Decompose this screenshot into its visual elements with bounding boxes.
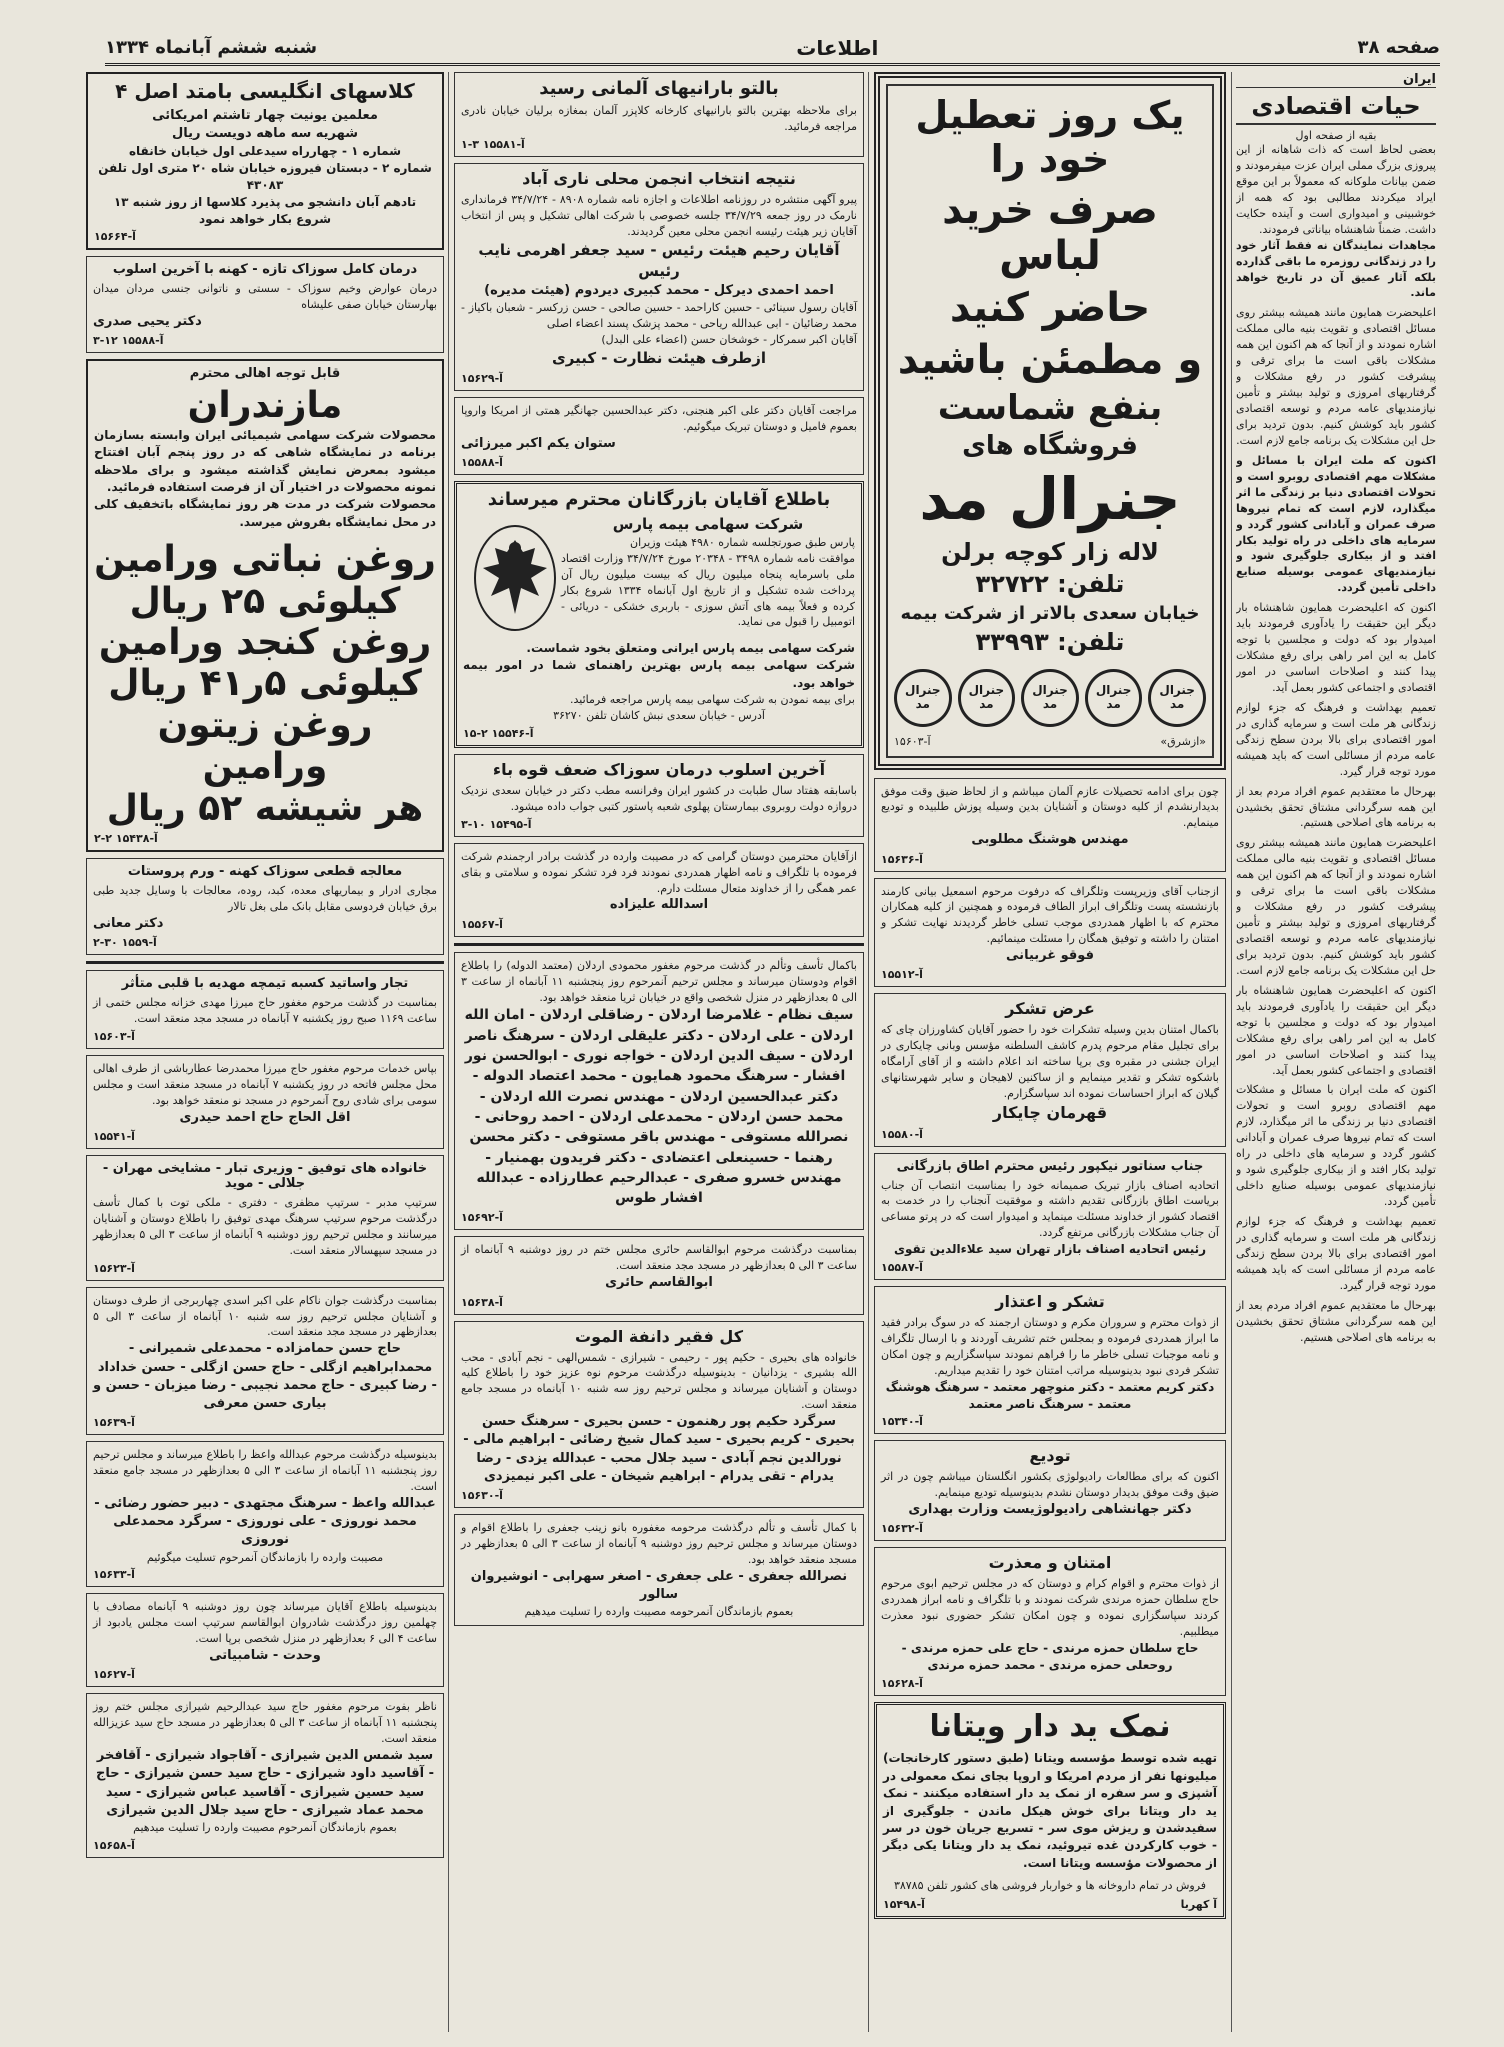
ad-line: حاضر کنید: [949, 285, 1151, 332]
ad-general-mode: [874, 72, 1226, 770]
ad-obituary-ardalan: [454, 952, 864, 1231]
ad-agency: آ کهربا: [1180, 1898, 1217, 1911]
article-lead-bold: مجاهدات نمایندگان نه فقط آثار خود را در زندگانی روزمره ما باقی گذارده بلکه آثار عمیق آن در تاریخ خواهد ماند.: [1236, 238, 1436, 300]
ad-names: آقایان اکبر سمرکار - خوشخان حسن (اعضاء علی البدل): [601, 332, 857, 346]
ad-ref: آ-۱۵۶۳۰: [461, 1489, 503, 1503]
column-rule: [1231, 72, 1232, 2032]
ad-vitana-salt: [874, 1702, 1226, 1919]
phone: تلفن: ۳۳۹۹۳: [975, 627, 1125, 656]
brand-name: جنرال مد: [919, 465, 1181, 534]
ad-title: کل فقیر دانفة الموت: [574, 1326, 744, 1346]
ad-treatment-maani: [86, 858, 444, 955]
issue-date: شنبه ششم آبانماه ۱۳۳۴: [105, 37, 318, 58]
ad-names: آقایان رسول سینائی - حسین کاراحمد - حسین صالحی - حسن زرکسر - شعبان باکیاز - محمد رضائیان - ابی عبدالله ریاحی - محمد پزشک پسند اعضاء اصلی: [461, 300, 857, 330]
ad-text: برای بیمه نمودن به شرکت سهامی بیمه پارس مراجعه فرمائید.: [569, 692, 855, 706]
ad-english-classes: [86, 72, 444, 250]
ad-line: بنفع شماست: [937, 388, 1163, 429]
ad-text: از ذوات محترم و سروران مکرم و دوستان ارجمند که در سوگ برادر فقید ما ابراز همدردی فرموده و بمجلس ختم تشریف آوردند و با ارسال تلگراف و نامه موجبات تسلی خاطر ما را فراهم نمودند سپاسگزاریم و چون امکان تشکر فردی نبود بدینوسیله مراتب امتنان خود را تقدیم میداریم.: [881, 1316, 1219, 1377]
ad-title: درمان کامل سوزاک تازه - کهنه با آخرین اسلوب: [112, 262, 418, 278]
ad-names: سیف نظام - غلامرضا اردلان - رضاقلی اردلان - امان الله اردلان - علی اردلان - دکتر علیقلی اردلان - سرهنگ ناصر اردلان - سیف الدین اردلان - خواجه نوری - ابوالحسن نور افشار - سرهنگ محمود همایون - محمد اعتصاد الدوله - دکتر عبدالحسین اردلان - مهندس نصرت الله اردلان - محمد حسن اردلان - محمدعلی اردلان - احمد روحانی - نصرالله مستوفی - مهندس باقر مستوفی - دکتر محسن رهنما - حسینعلی اعتضادی - دکتر فریدون بهمنیار - مهندس خسرو صفری - عبدالرحیم عطارزاده - عبدالله افشار طوس: [464, 1007, 854, 1207]
ad-ref: آ-۱۵۶۹۲: [461, 1211, 503, 1225]
ad-ref: آ-۱۵۵۸۷: [881, 1261, 923, 1275]
ad-ref: آ-۱۵۵۶۷: [461, 917, 503, 931]
article-paragraph: اکنون که ملت ایران با مسائل و مشکلات مهم اقتصادی روبرو است و تحولات اقتصادی دنیا بر زندگی ما اثر میگذارد، لازم است که تمام نیروها صرف عمران و آبادانی کشور گردد و سرمایه های داخلی در راه تولید بکار افتد و از بیکاری جلوگیری شود و نیازمندیهای عمومی بوسیله صنایع داخلی تأمین گردد.: [1236, 1083, 1436, 1208]
ad-text: با کمال تأسف و تألم درگذشت مرحومه مغفوره بانو زینب جعفری را باطلاع اقوام و دوستان میرساند و مجلس ترحیم روز دوشنبه ۹ آبانماه از ساعت ۳ الی ۵ بعدازظهر در مسجد منعقد خواهد بود.: [461, 1521, 858, 1566]
eagle-emblem-icon: [469, 518, 561, 636]
ad-ref: آ-۱۵۵۸۸: [461, 455, 503, 469]
article-lead: بعضی لحاظ است که ذات شاهانه از این پیروزی بزرگ مملی ایران عزت میفرمودند و ضمن بیانات ملوکانه که معمولاً بر این موقع ایراد میکردند مطالبی بود که همه از خوشبینی و امیدواری است و آینده حکایت داشت. ضمناً شاهنشاه بیاناتی فرمودند.: [1236, 143, 1436, 236]
ad-memorial-sartip: [86, 1593, 444, 1687]
ad-text: شرکت سهامی بیمه پارس بهترین راهنمای شما در امور بیمه خواهد بود.: [463, 658, 855, 690]
ad-names: احمد احمدی دیرکل - محمد کبیری دیردوم (هیئت مدیره): [484, 282, 834, 298]
ad-signature: اقل الحاج حاج احمد حیدری: [179, 1109, 351, 1125]
ad-signature: حاج سلطان حمزه مرندی - حاج علی حمزه مرندی - روحعلی حمزه مرندی - محمد حمزه مرندی: [901, 1641, 1199, 1673]
ad-ref: آ-۱۵۶۰۳: [93, 1029, 135, 1043]
ad-hoshang-farewell: [874, 778, 1226, 872]
ad-title: نتیجه انتخاب انجمن محلی ناری آباد: [522, 168, 796, 188]
ad-ref: آ-۱۵۶۲۷: [93, 1668, 135, 1682]
ad-title: امتنان و معذرت: [988, 1553, 1112, 1573]
ad-obituary-bahiri: [454, 1321, 864, 1509]
column-economic-life: [1236, 72, 1436, 2032]
ad-treatment-sadri: [86, 256, 444, 353]
article-paragraph: اعلیحضرت همایون مانند همیشه بیشتر روی مسائل اقتصادی و تقویت بنیه مالی مملکت اشاره نمودند و از آنجا که هم اکنون این همه مشکلات باقی است ما برای ترقی و پیشرفت کشور در رفع مشکلات و گرفتاریهای امروزی و تولید بیشتر و تأمین نیازمندیهای عامه مردم و توسعه اقتصادی کشور باید کوشش کنیم. بدون تردید برای حل این مشکلات یک برنامه جامع لازم است.: [1236, 836, 1436, 977]
ad-text: بدینوسیله باطلاع آقایان میرساند چون روز دوشنبه ۹ آبانماه مصادف با چهلمین روز درگذشت شادروان ابوالقاسم سرتیپ است مجلس یادبود از ساعت ۴ الی ۶ بعدازظهر در منزل شخصی برپا است.: [93, 1600, 438, 1646]
ad-title: عرض تشکر: [1005, 999, 1095, 1019]
ad-obituary-asadi: [86, 1287, 444, 1436]
ad-text: بپاس خدمات مرحوم مغفور حاج میرزا محمدرضا عطارباشی از طرف اهالی محل مجلس فاتحه در روز یکشنبه ۷ آبانماه در مسجد منعقد است و مجلس سومی برای شادی روح آنمرحوم در مسجد نو منعقد خواهد بود.: [93, 1061, 437, 1107]
ad-text: درمان عوارض وخیم سوزاک - سستی و ناتوانی جنسی مردان میدان بهارستان خیابان صفی علیشاه: [93, 282, 437, 312]
ad-ref: آ-۱۵۶۵۸: [93, 1838, 135, 1852]
ad-footer: بعموم بازماندگان آنمرحوم مصیبت وارده را تسلیت میدهیم: [133, 1821, 397, 1835]
ad-chamber-congrats: [874, 1153, 1226, 1281]
column-two: [874, 72, 1226, 2032]
ad-text: تهیه شده توسط مؤسسه ویتانا (طبق دستور کارخانجات) میلیونها نفر از مردم امریکا و اروپا بجای نمک معمولی در آشپزی و سر سفره از نمک ید دار استفاده میکنند - نمک ید دار ویتانا برای خوش هیکل ماندن - جلوگیری از سفیدشدن و ریزش موی سر - تسریع جریان خون در سر - خوب کارکردن غده تیروئید، نمک ید دار ویتانا یکی دیگر از محصولات مؤسسه ویتانا است.: [883, 1751, 1217, 1870]
price-line: هر شیشه ۵۲ ریال: [106, 787, 424, 829]
ad-signature: فوقو غربیانی: [1006, 948, 1094, 964]
ad-thanks-apology: [874, 1286, 1226, 1434]
ad-ref: آ-۱۵۶۲۹: [461, 371, 503, 385]
ad-obituary-attarbashi: [86, 1055, 444, 1149]
brand-seal: جنرال مد: [1085, 669, 1143, 727]
continued-note: بقیه از صفحه اول: [1295, 129, 1377, 142]
ad-title: تودیع: [1029, 1446, 1071, 1466]
column-rule: [868, 72, 869, 2032]
region-name: مازندران: [187, 385, 343, 427]
ad-obituary-vaez: [86, 1441, 444, 1587]
ad-gratitude: [874, 1547, 1226, 1695]
article-paragraph: اکنون که اعلیحضرت همایون شاهنشاه بار دیگر این حقیقت را یادآوری فرمودند باید امیدوار بود که دولت و مجلسین با توجه کامل به این امر راهی برای رفع مشکلات پیدا کنند و اصلاحات اساسی در امور اقتصادی و اجتماعی کشور بعمل آید.: [1236, 983, 1436, 1077]
product-line: روغن کنجد ورامین: [98, 621, 432, 663]
ad-text: شرکت سهامی بیمه پارس ایرانی ومتعلق بخود شماست.: [526, 640, 855, 655]
ad-ref: آ-۱۵۴۹۸: [883, 1898, 925, 1911]
ad-obituary-jafari: [454, 1514, 864, 1626]
ad-text: پیرو آگهی منتشره در روزنامه اطلاعات و اجازه نامه شماره ۸۹۰۸ - ۳۴/۷/۲۴ فرمانداری نارمک در روز جمعه ۳۴/۷/۲۹ جلسه خصوصی با شرکت اهالی تشکیل و پس از انتخاب آقایان زیر هیئت رئیسه انجمن محلی معین گردیدند.: [461, 192, 858, 238]
ad-text: اتحادیه اصناف بازار تبریک صمیمانه خود را بمناسبت انتصاب آن جناب بریاست اطاق بازرگانی تقدیم داشته و موفقیت آنجناب را در خدمت به اقتصاد کشور از خداوند مسئلت مینماید و امیدوار است که در پرتو مساعی آن جناب مشکلات بازرگانی مرتفع گردد.: [881, 1178, 1219, 1240]
ad-doctor-return: [454, 397, 864, 475]
ad-thanks-alizadeh: [454, 843, 864, 937]
ad-signature: دکتر کریم معتمد - دکتر منوچهر معتمد - سرهنگ هوشنگ معتمد - سرهنگ ناصر معتمد: [885, 1379, 1215, 1411]
ad-ref: آ-۱۵۶۳۳: [93, 1568, 135, 1582]
ad-ref: آ-۱۵۵۸۰: [881, 1127, 923, 1141]
column-four: [86, 72, 444, 2032]
ad-agency: «ازشرق»: [1160, 734, 1206, 748]
ad-text: محصولات شرکت در مدت هر روز نمایشگاه باتخفیف کلی در محل نمایشگاه بفروش میرسد.: [94, 497, 436, 529]
address: شماره ۱ - چهارراه سیدعلی اول خیابان خانقاه: [128, 144, 402, 159]
ad-text: بمناسبت درگذشت مرحوم ابوالقاسم حائری مجلس ختم در روز دوشنبه ۹ آبانماه از ساعت ۳ الی ۵ بعدازظهر در مسجد مجد منعقد است.: [461, 1243, 857, 1273]
ad-obituary-khazaneh: [86, 970, 444, 1049]
address: لاله زار کوچه برلن: [941, 538, 1159, 567]
brand-seals: [894, 669, 1206, 727]
ad-text: بمناسبت در گذشت مرحوم مغفور حاج میرزا مهدی خزانه مجلس ختمی از ساعت ۱۱۶۹ صبح روز یکشنبه ۷ آبانماه در مسجد مجد منعقد است.: [93, 995, 437, 1025]
ad-title: بالتو بارانیهای آلمانی رسید: [539, 78, 779, 99]
ad-ref: آ-۱۵۵۸۱ ۳-۱: [461, 137, 525, 151]
ad-ref: آ-۱۵۶۳۲: [881, 1522, 923, 1536]
ad-ref: آ-۱۵۵۱۲: [881, 968, 923, 982]
ad-text: بدینوسیله درگذشت مرحوم عبدالله واعظ را باطلاع میرساند و مجلس ترحیم روز پنجشنبه ۱۱ آبانماه از ساعت ۳ الی ۵ بعدازظهر در مسجد جامع منعقد است.: [93, 1448, 438, 1494]
column-three: [454, 72, 864, 2032]
ad-obituary-haeri: [454, 1236, 864, 1314]
price-line: کیلوئی ۲۵ ریال: [129, 580, 401, 622]
ad-text: از ذوات محترم و اقوام کرام و دوستان که در مجلس ترحیم ابوی مرحوم حاج سلطان حمزه مرندی شرکت نمودند و با تلگراف و نامه ابراز همدردی کردند سپاسگزاری نموده و چون امکان تشکر حضوری نبود معذرت میطلبیم.: [881, 1577, 1219, 1639]
ad-text: مجاری ادرار و بیماریهای معده، کبد، روده، معالجات با وسایل جدید طبی برق خیابان فردوسی مقابل بانک ملی بغل تالار: [93, 883, 437, 913]
ad-title: تشکر و اعتذار: [995, 1292, 1105, 1312]
ad-raincoat: [454, 72, 864, 157]
ad-ref: آ-۱۵۶۲۳: [93, 1261, 135, 1275]
ad-header: قابل توجه اهالی محترم: [189, 366, 341, 382]
product-line: روغن زیتون ورامین: [157, 704, 373, 788]
ad-text: چون برای ادامه تحصیلات عازم آلمان میباشم و از لحاظ ضیق وقت موفق بدیدارنشدم از کلیه دوستان و آشنایان بدین وسیله پوزش طلبیده و تودیع مینمایم.: [881, 784, 1219, 830]
brand-seal: جنرال مد: [958, 669, 1016, 727]
ad-title: تجار واساتید کسبه تیمچه مهدیه با قلبی متأثر: [121, 975, 409, 991]
column-rule: [448, 72, 449, 2032]
ad-signature: ابوالقاسم حائری: [605, 1275, 713, 1291]
ad-title: معالجه قطعی سوزاک کهنه - ورم پروستات: [127, 863, 403, 879]
ad-text: خانواده های بحیری - حکیم پور - رحیمی - شیرازی - شمس‌الهی - نجم آبادی - محب الله بشیری - یزدانیان - بدینوسیله درگذشت مرحوم نوه عزیز خود را باطلاع کلیه دوستان و آشنایان میرساند و مجلس ترحیم روز سه شنبه ۱۰ آبانماه در مسجد جامع منعقد است.: [461, 1350, 857, 1412]
masthead: [105, 32, 1440, 66]
ad-text: باکمال تأسف وتألم در گذشت مرحوم مغفور محمودی اردلان (معتمد الدوله) را باطلاع اقوام ودوستان میرساند و مجلس ترحیم آنمرحوم روز پنجشنبه ۱۱ آبانماه از ساعت ۳ الی ۵ بعدازظهر در منزل شخصی واقع در خیابان ثریا منعقد خواهد بود.: [461, 958, 858, 1004]
article-paragraph: بهرحال ما معتقدیم عموم افراد مردم بعد از این همه سرگردانی مشتاق تحقق بخشیدن به برنامه های اصلاحی هستیم.: [1236, 784, 1436, 830]
ad-title: جناب سناتور نیکپور رئیس محترم اطاق بازرگانی: [896, 1158, 1204, 1174]
article-paragraph: بهرحال ما معتقدیم عموم افراد مردم بعد از این همه سرگردانی مشتاق تحقق بخشیدن به برنامه های اصلاحی هستیم.: [1236, 1298, 1436, 1344]
ad-text: ناظر بفوت مرحوم مغفور حاج سید عبدالرحیم شیرازی مجلس ختم روز پنجشنبه ۱۱ آبانماه از ساعت ۳ الی ۵ بعدازظهر در مسجد حاج سید عزیزالله منعقد است.: [93, 1700, 438, 1746]
section-label: ایران: [1236, 72, 1436, 88]
ad-ref: آ-۱۵۵۸۸ ۱۲-۳: [93, 334, 164, 348]
ad-ref: آ-۱۵۶۰۳: [894, 734, 931, 748]
ad-pars-insurance: [454, 481, 864, 748]
ad-ref: آ-۱۵۴۹۵ ۱۰-۳: [461, 817, 532, 831]
ad-thanks-tea: [874, 993, 1226, 1146]
ad-names: عبدالله واعظ - سرهنگ مجتهدی - دبیر حضور رضائی - محمد نوروزی - علی نوروزی - سرگرد محمدعلی نوروزی: [94, 1495, 436, 1548]
ad-line: صرف خرید لباس: [942, 187, 1158, 280]
ad-ref: آ-۱۵۴۳۸ ۲-۲: [94, 831, 158, 845]
ad-ref: آ-۱۵۵۹ ۳۰-۲: [93, 935, 157, 949]
address: شماره ۲ - دبستان فیروزه خیابان شاه ۲۰ متری اول تلفن ۴۳۰۸۳: [98, 161, 432, 192]
ad-signature: مهندس هوشنگ مطلوبی: [971, 832, 1129, 848]
ad-ref: آ-۱۵۳۴۰: [881, 1415, 923, 1429]
ad-line: معلمین یونیت چهار تاشتم امریکائی: [152, 108, 378, 123]
ad-names: آقایان رحیم هیئت رئیس - سید جعفر اهرمی نایب رئیس: [478, 240, 840, 280]
ad-names: سرگرد حکیم پور رهنمون - حسن بحیری - سرهنگ حسن بحیری - کریم بحیری - سید کمال شیخ رضائی - ابراهیم مالی - نورالدین نجم آبادی - سید جلال محب - عبدالله یزدی - رضا یدرام - تقی یدرام - ابراهیم شیخان - علی اکبر نیمیزدی: [463, 1414, 855, 1484]
article-paragraph: تعمیم بهداشت و فرهنگ که جزء لوازم زندگانی هر ملت است و سرمایه گذاری در امور اقتصادی برای بالا بردن سطح زندگی عامه مردم از مسائلی است که باید همیشه مورد توجه قرار گیرد.: [1236, 700, 1436, 778]
ad-title: نمک ید دار ویتانا: [929, 1708, 1171, 1744]
ad-signature: رئیس اتحادیه اصناف بازار تهران سید علاءالدین تقوی: [893, 1242, 1207, 1257]
ad-signature: دکتر یحیی صدری: [93, 314, 202, 330]
ad-ref: آ-۱۵۶۶۴: [94, 230, 136, 244]
ad-line: تادهم آبان دانشجو می پذیرد کلاسها از روز شنبه ۱۳: [113, 194, 417, 209]
ad-names: نصرالله جعفری - علی جعفری - اصغر سهرابی - انوشیروان سالور: [470, 1568, 848, 1603]
ad-text: سرتیپ مدبر - سرتیپ مظفری - دفتری - ملکی توت با کمال تأسف درگذشت مرحوم سرتیپ سرهنگ مهدی توفیق را باطلاع دوستان و آشنایان میرسانند و مجلس ترحیم روز دوشنبه ۹ آبانماه از ساعت ۳ الی ۵ بعدازظهر در مسجد سپهسالار منعقد است.: [93, 1195, 437, 1257]
page-number: صفحه ۳۸: [1357, 37, 1440, 58]
ad-text: پارس طبق صورتجلسه شماره ۴۹۸۰ هیئت وزیران: [629, 535, 855, 549]
ad-ref: آ-۱۵۵۴۱: [93, 1129, 135, 1143]
ad-footer: مصیبت وارده را بازماندگان آنمرحوم تسلیت میگوئیم: [146, 1550, 384, 1564]
ad-signature: ازطرف هیئت نظارت - کبیری: [552, 348, 766, 367]
ad-farewell: [874, 1440, 1226, 1541]
ad-signature: اسدالله علیزاده: [609, 897, 709, 913]
ad-line: شروع بکار خواهد نمود: [198, 211, 332, 226]
newspaper-name: اطلاعات: [796, 35, 879, 60]
ad-varamin-oil: [86, 359, 444, 851]
article-title: حیات اقتصادی: [1236, 92, 1436, 125]
ad-election-result: [454, 163, 864, 391]
article-paragraph: اکنون که ملت ایران با مسائل و مشکلات مهم اقتصادی روبرو است و تحولات اقتصادی دنیا بر زندگی ما اثر میگذارد، لازم است که تمام نیروها صرف عمران و آبادانی کشور گردد و سرمایه های داخلی در راه تولید بکار افتد و از بیکاری جلوگیری شود و نیازمندیهای عمومی بوسیله صنایع داخلی تأمین گردد.: [1236, 453, 1436, 595]
ad-title: خانواده های توفیق - وزیری تبار - مشایخی مهران - جلالی - موید: [102, 1160, 428, 1191]
ad-signature: دکتر جهانشاهی رادیولوژیست وزارت بهداری: [908, 1502, 1192, 1518]
company-name: شرکت سهامی بیمه پارس: [612, 514, 804, 533]
ad-text: مراجعت آقایان دکتر علی اکبر هنجنی، دکتر عبدالحسین جهانگیر همتی از امریکا واروپا بعموم فامیل و دوستان تبریک میگوئیم.: [461, 403, 857, 433]
brand-seal: جنرال مد: [894, 669, 952, 727]
ad-text: باکمال امتنان بدین وسیله تشکرات خود را حضور آقایان کشاورزان چای که برای تجلیل مقام مرحوم پدرم کاشف السلطنه مؤسس وبانی چایکاری در ایران جشنی در مقبره وی برپا ساخته اند اعلام داشته و از آقای آرامگاه باشکوه تشکر و تقدیر مینمایم و از ساکنین لاهیجان و سایر شهرستانهای گیلان که ابراز احساسات نموده اند سپاسگزارم.: [881, 1023, 1219, 1101]
ad-obituary-tofigh: [86, 1155, 444, 1281]
brand-seal: جنرال مد: [1148, 669, 1206, 727]
ad-ref: آ-۱۵۶۲۸: [881, 1676, 923, 1690]
product-line: روغن نباتی ورامین: [94, 539, 436, 581]
ad-line: یک روز تعطیل خود را: [915, 93, 1185, 181]
ad-text: موافقت نامه شماره ۳۴۹۸ - ۲۰۳۴۸ مورخ ۳۴/۷/۲۴ وزارت اقتصاد ملی باسرمایه پنجاه میلیون ریال که بیست میلیون ریال آن پرداخت شده تشکیل و از تاریخ اول آبانماه ۱۳۳۴ شروع بکار کرده و فعلاً بیمه های آتش سوزی - باربری خشکی - دریائی - اتومبیل را قبول می نماید.: [561, 551, 856, 629]
ad-text: ازجناب آقای وزیرپست وتلگراف که درفوت مرحوم اسمعیل بیانی کارمند بازنشسته پست وتلگراف ابراز الطاف فرموده و همچنین از کلیه همکاران محترم که با اظهار همدردی موجب تسلی خاطر گردیدند نهایت تشکر و امتنان را داشته و توفیق همگان را مسئلت مینمائیم.: [881, 884, 1219, 946]
ad-line: شهریه سه ماهه دویست ریال: [172, 126, 358, 142]
address: آدرس - خیابان سعدی نبش کاشان تلفن ۳۶۲۷۰: [553, 708, 765, 722]
ad-ref: آ-۱۵۶۳۸: [461, 1295, 503, 1309]
ad-obituary-shirazi: [86, 1693, 444, 1858]
ad-names: حاج حسن حمامزاده - محمدعلی شمیرانی - محمدابراهیم ازگلی - حاج حسن ازگلی - حسن خداداد - رضا کبیری - حاج محمد نجیبی - رضا میزبان - حسن و بیاری حسن معرفی: [93, 1341, 437, 1411]
ad-text: برای ملاحظه بهترین بالتو بارانیهای کارخانه کلاپزر آلمان بمغازه برلیان خیابان نادری مراجعه فرمائید.: [461, 104, 857, 133]
ad-footer: فروش در تمام داروخانه ها و خواربار فروشی های کشور تلفن ۳۸۷۸۵: [893, 1879, 1207, 1893]
ad-line: و مطمئن باشید: [897, 337, 1203, 384]
section-divider: [454, 943, 864, 946]
article-paragraph: اکنون که اعلیحضرت همایون شاهنشاه بار دیگر این حقیقت را یادآوری فرمودند باید امیدوار بود که دولت و مجلسین با توجه کامل به این امر راهی برای رفع مشکلات پیدا کنند و اصلاحات اساسی در امور اقتصادی و اجتماعی کشور بعمل آید.: [1236, 601, 1436, 694]
ad-title: آخرین اسلوب درمان سوزاک ضعف قوه باء: [492, 759, 826, 779]
ad-line: فروشگاه های: [962, 431, 1138, 462]
phone: تلفن: ۳۲۷۲۲: [975, 569, 1125, 598]
ad-names: سید شمس الدین شیرازی - آقاجواد شیرازی - آقافخر - آقاسید داود شیرازی - حاج سید حسن شیرازی - حاج سید حسین شیرازی - آقاسید عباس شیرازی - سید محمد عماد شیرازی - حاج سید جلال الدین شیرازی: [96, 1748, 434, 1818]
price-line: کیلوئی ۵ر۴۱ ریال: [108, 663, 422, 705]
article-paragraph: تعمیم بهداشت و فرهنگ که جزء لوازم زندگانی هر ملت است و سرمایه گذاری در امور اقتصادی برای بالا بردن سطح زندگی عامه مردم از مسائلی است که باید همیشه مورد توجه قرار گیرد.: [1236, 1214, 1436, 1292]
ad-treatment: [454, 754, 864, 837]
ad-text: بمناسبت درگذشت جوان ناکام علی اکبر اسدی چهاربرجی از طرف دوستان و آشنایان مجلس ترحیم روز سه شنبه ۱۰ آبانماه از ساعت ۳ الی ۵ بعدازظهر در مسجد مجد منعقد است.: [93, 1293, 437, 1339]
brand-seal: جنرال مد: [1021, 669, 1079, 727]
ad-text: ازآقایان محترمین دوستان گرامی که در مصیبت وارده در گذشت برادر ارجمندم شرکت فرموده با تلگراف و نامه اظهار همدردی نمودند فرد فرد تشکر نموده و سلامتی و بقای عمر همگی را از خداوند متعال مسئلت دارم.: [461, 849, 857, 895]
ad-text: باسابقه هفتاد سال طبابت در کشور ایران وفرانسه مطب دکتر در خیابان سعدی نزدیک دروازه دولت روبروی بیمارستان پهلوی شعبه پاستور کتبی جواب داده میشود.: [461, 783, 857, 813]
ad-thanks-post: [874, 878, 1226, 988]
ad-ref: آ-۱۵۶۳۹: [93, 1416, 135, 1430]
ad-names: وحدت - شامبیاتی: [209, 1648, 321, 1664]
section-divider: [86, 961, 444, 964]
ad-signature: ستوان یکم اکبر میرزائی: [461, 435, 616, 451]
ad-footer: بعموم بازماندگان آنمرحومه مصیبت وارده را تسلیت میدهیم: [524, 1605, 794, 1619]
address: خیابان سعدی بالاتر از شرکت بیمه: [900, 603, 1200, 625]
ad-title: کلاسهای انگلیسی بامتد اصل ۴: [115, 79, 415, 103]
ad-title: باطلاع آقایان بازرگانان محترم میرساند: [487, 488, 831, 510]
ad-text: محصولات شرکت سهامی شیمیائی ایران وابسته بسازمان برنامه در نمایشگاه شاهی که در روز پنجم آبان افتتاح میشود بمعرض نمایش گذاشته میشود و برای ملاحظه نمونه محصولات در اختیار آن از فرصت استفاده فرمائید.: [94, 427, 436, 494]
ad-text: اکنون که برای مطالعات رادیولوژی بکشور انگلستان میباشم چون در اثر ضیق وقت موفق بدیدار دوستان نشدم بدینوسیله تودیع مینمایم.: [881, 1470, 1219, 1500]
ad-ref: آ-۱۵۵۴۶ ۲-۱۵: [463, 726, 534, 740]
ad-signature: دکتر معانی: [93, 915, 164, 931]
ad-ref: آ-۱۵۶۳۶: [881, 852, 923, 866]
article-paragraph: اعلیحضرت همایون مانند همیشه بیشتر روی مسائل اقتصادی و تقویت بنیه مالی مملکت اشاره نمودند و از آنجا که هم اکنون این همه مشکلات باقی است ما برای ترقی و پیشرفت کشور در رفع مشکلات و گرفتاریهای امروزی و تولید بیشتر و تأمین نیازمندیهای عامه مردم و توسعه اقتصادی کشور باید کوشش کنیم. بدون تردید برای حل این مشکلات یک برنامه جامع لازم است.: [1236, 306, 1436, 447]
ad-signature: قهرمان چایکار: [992, 1103, 1108, 1123]
